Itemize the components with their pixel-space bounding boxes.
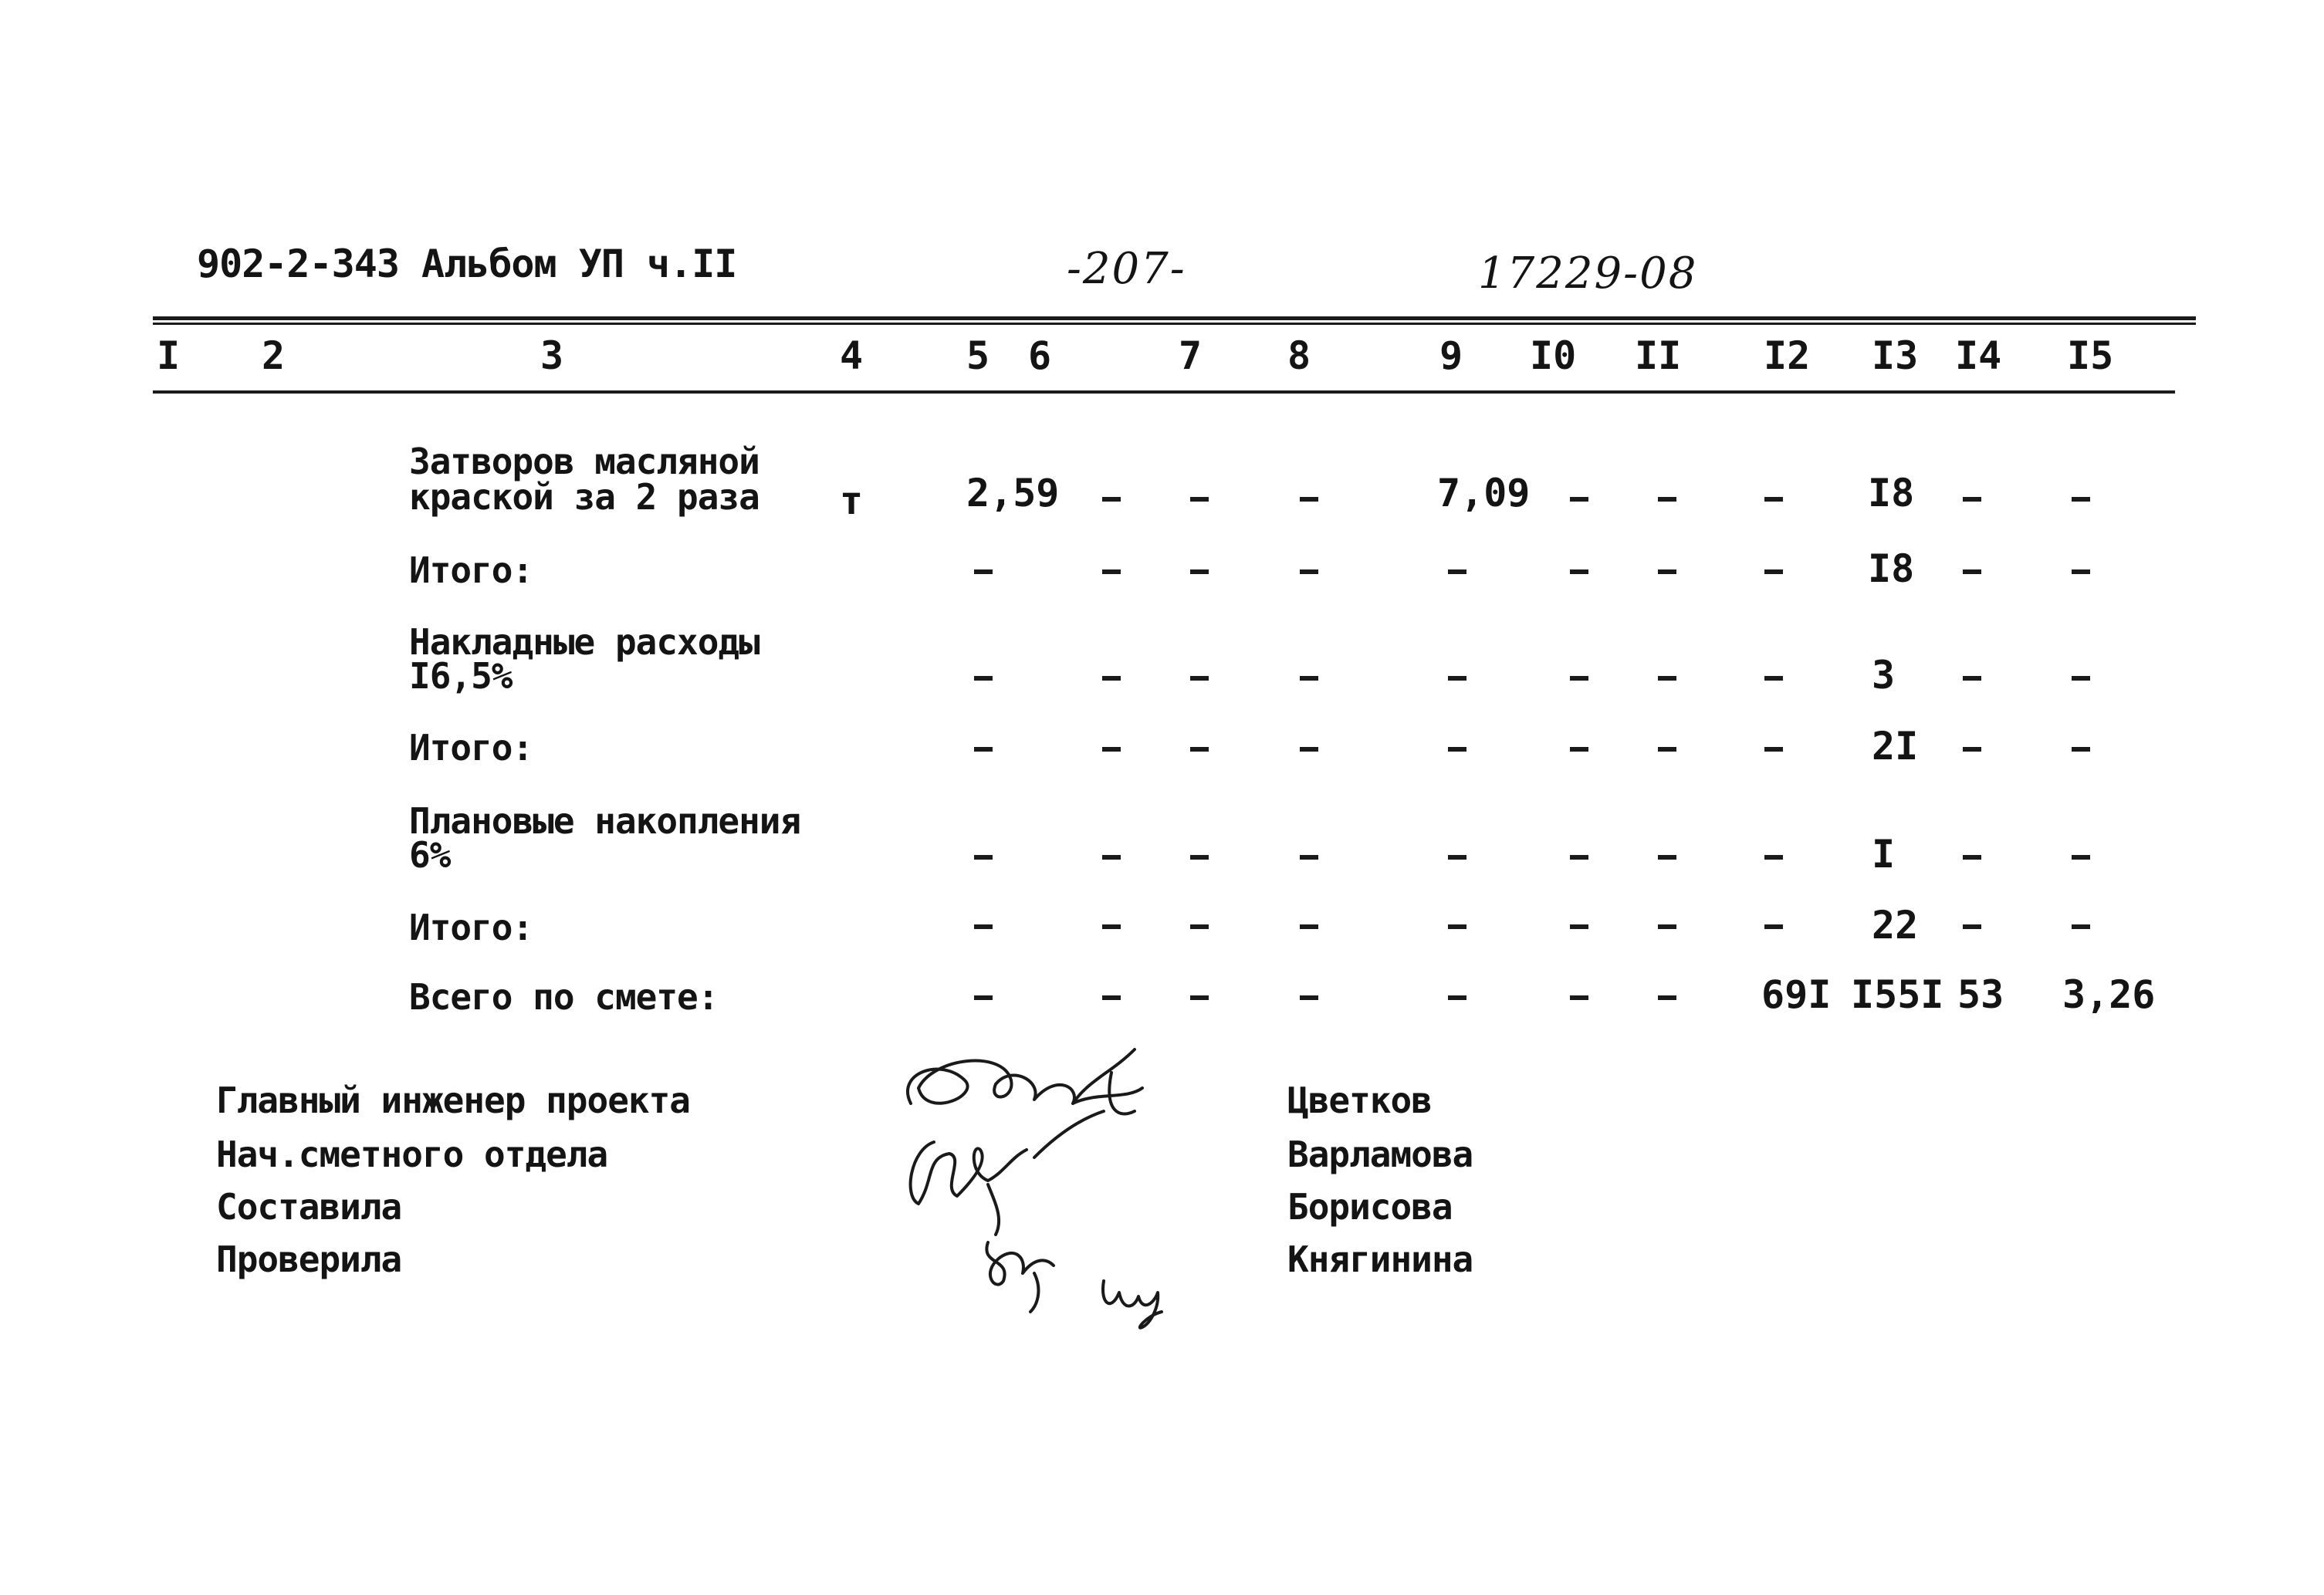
dash-cell [1448, 924, 1466, 929]
column-header: 6 [1028, 333, 1052, 378]
dash-cell [2072, 924, 2090, 929]
album-part: ч.II [647, 242, 737, 286]
cell-col14: 53 [1957, 972, 2004, 1017]
dash-cell [2072, 497, 2090, 502]
document-code: 902-2-343 Альбом УП [197, 242, 624, 286]
dash-cell [1963, 855, 1981, 860]
dash-cell [1190, 497, 1209, 502]
dash-cell [1963, 676, 1981, 681]
column-header: I5 [2067, 333, 2114, 378]
cell-col13: I8 [1868, 546, 1915, 591]
dash-cell [1102, 855, 1121, 860]
column-header: I4 [1955, 333, 2002, 378]
column-header: I [157, 333, 181, 378]
dash-cell [1658, 569, 1676, 574]
dash-cell [1102, 924, 1121, 929]
dash-cell [1102, 747, 1121, 752]
dash-cell [1570, 995, 1588, 1000]
dash-cell [1764, 676, 1783, 681]
dash-cell [2072, 569, 2090, 574]
signature-role: Нач.сметного отдела [216, 1134, 608, 1175]
dash-cell [1963, 497, 1981, 502]
dash-cell [2072, 855, 2090, 860]
dash-cell [1570, 497, 1588, 502]
column-header: 8 [1287, 333, 1311, 378]
dash-cell [1658, 995, 1676, 1000]
column-header: 4 [840, 333, 864, 378]
column-header: 9 [1439, 333, 1463, 378]
dash-cell [1570, 676, 1588, 681]
signature-name: Княгинина [1287, 1238, 1473, 1280]
dash-cell [974, 676, 993, 681]
row-name-line1: Затворов масляной [409, 441, 759, 482]
dash-cell [1190, 569, 1209, 574]
cell-col5: 2,59 [966, 471, 1060, 515]
dash-cell [1764, 747, 1783, 752]
cell-col12: 69I [1761, 972, 1832, 1017]
dash-cell [1102, 497, 1121, 502]
dash-cell [1190, 676, 1209, 681]
dash-cell [1102, 676, 1121, 681]
dash-cell [1102, 569, 1121, 574]
dash-cell [1658, 676, 1676, 681]
dash-cell [1448, 747, 1466, 752]
column-header: I2 [1764, 333, 1811, 378]
row-name-line1: Итого: [409, 549, 533, 591]
dash-cell [1570, 924, 1588, 929]
dash-cell [1963, 747, 1981, 752]
dash-cell [1300, 924, 1318, 929]
row-name-line1: Плановые накопления [409, 800, 801, 842]
cell-col13: I [1872, 832, 1896, 877]
cell-col13: 3 [1872, 653, 1896, 698]
cell-col9: 7,09 [1437, 471, 1531, 515]
cell-col13: I8 [1868, 471, 1915, 515]
dash-cell [1300, 676, 1318, 681]
archive-number: 17229-08 [1478, 248, 1698, 299]
dash-cell [1190, 855, 1209, 860]
dash-cell [1570, 569, 1588, 574]
dash-cell [1190, 747, 1209, 752]
dash-cell [1658, 924, 1676, 929]
dash-cell [1300, 747, 1318, 752]
column-header: I3 [1872, 333, 1919, 378]
signature-name: Цветков [1287, 1080, 1432, 1121]
dash-cell [974, 924, 993, 929]
table-top-rule-2 [153, 323, 2196, 325]
dash-cell [1764, 569, 1783, 574]
dash-cell [1190, 924, 1209, 929]
dash-cell [1448, 995, 1466, 1000]
dash-cell [1963, 569, 1981, 574]
row-name-line2: 6% [409, 834, 451, 876]
row-name-line2: краской за 2 раза [409, 476, 759, 518]
dash-cell [1764, 924, 1783, 929]
dash-cell [1448, 855, 1466, 860]
signature-role: Составила [216, 1186, 402, 1228]
dash-cell [1570, 855, 1588, 860]
row-name-line1: Всего по смете: [409, 976, 719, 1018]
dash-cell [974, 569, 993, 574]
row-unit: т [840, 478, 864, 523]
row-name-line1: Итого: [409, 907, 533, 948]
dash-cell [1300, 569, 1318, 574]
dash-cell [974, 855, 993, 860]
row-name-line2: I6,5% [409, 655, 512, 697]
cell-col15: 3,26 [2062, 972, 2156, 1017]
row-name-line1: Итого: [409, 727, 533, 769]
page-number: -207- [1067, 244, 1186, 294]
column-header: 5 [966, 333, 990, 378]
dash-cell [1300, 855, 1318, 860]
column-header: 7 [1179, 333, 1203, 378]
signature-name: Борисова [1287, 1186, 1453, 1228]
column-header: I0 [1530, 333, 1577, 378]
dash-cell [2072, 676, 2090, 681]
dash-cell [974, 747, 993, 752]
dash-cell [1300, 995, 1318, 1000]
dash-cell [974, 995, 993, 1000]
dash-cell [1190, 995, 1209, 1000]
cell-col13: 22 [1872, 903, 1919, 948]
column-header: 3 [540, 333, 564, 378]
cell-col13: 2I [1872, 724, 1919, 769]
dash-cell [1764, 497, 1783, 502]
cell-col13: I55I [1851, 972, 1944, 1017]
dash-cell [1658, 747, 1676, 752]
dash-cell [1764, 855, 1783, 860]
dash-cell [1300, 497, 1318, 502]
dash-cell [1102, 995, 1121, 1000]
dash-cell [2072, 747, 2090, 752]
handwritten-signature [880, 1026, 1173, 1335]
table-top-rule [153, 316, 2196, 320]
row-name-line1: Накладные расходы [409, 621, 759, 663]
column-header: II [1635, 333, 1682, 378]
dash-cell [1448, 676, 1466, 681]
signature-role: Главный инженер проекта [216, 1080, 690, 1121]
dash-cell [1658, 497, 1676, 502]
column-header: 2 [262, 333, 286, 378]
dash-cell [1570, 747, 1588, 752]
dash-cell [1963, 924, 1981, 929]
dash-cell [1448, 569, 1466, 574]
dash-cell [1658, 855, 1676, 860]
signature-role: Проверила [216, 1238, 402, 1280]
table-header-bottom-rule [153, 390, 2175, 394]
signature-name: Варламова [1287, 1134, 1473, 1175]
